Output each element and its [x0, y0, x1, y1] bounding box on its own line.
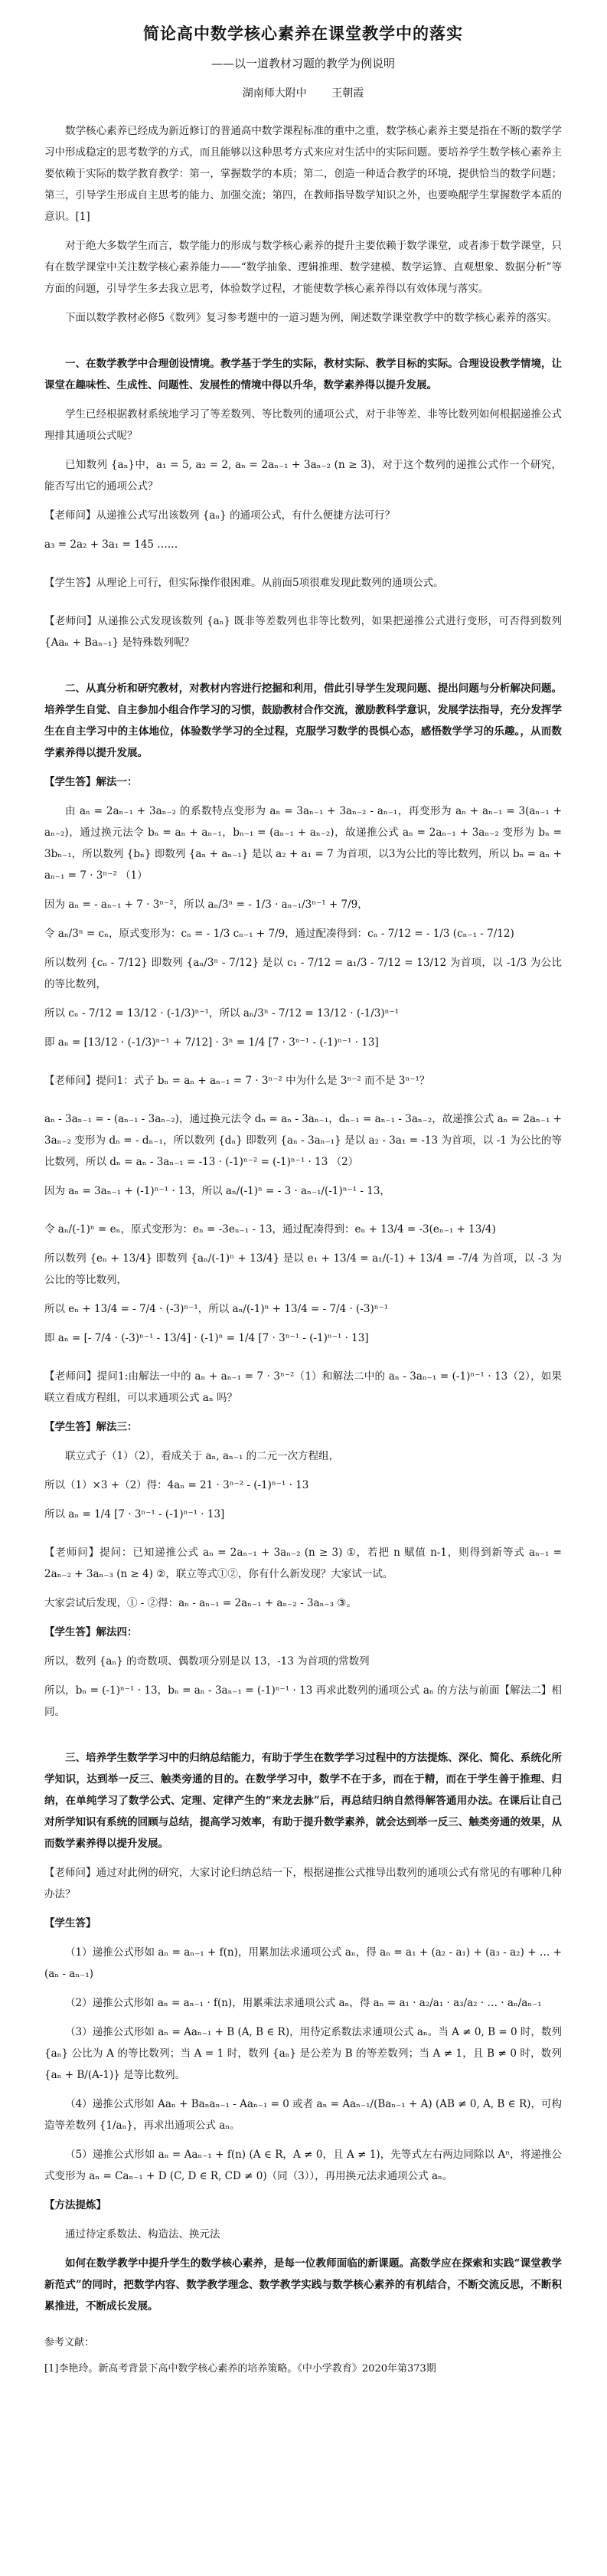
- author-line: [44, 85, 562, 100]
- paragraph-s2p4: 令 aₙ/3ⁿ = cₙ，原式变形为：cₙ = - 1/3 cₙ₋₁ + 7/9，通过配凑得到：cₙ - 7/12 = - 1/3 (cₙ₋₁ - 7/12): [44, 928, 514, 940]
- paper-content: [44, 21, 562, 2386]
- paragraph-s3p7: （5）递推公式形如 aₙ = Aaₙ₋₁ + f(n) (A ∈ R，A ≠ 0，且 A ≠ 1)，先等式左右两边同除以 Aⁿ，将递推公式变形为 aₙ = Caₙ₋₁ + D (C, D ∈ R, CD ≠ 0)（同（3）），再用换元法求通项公式 aₙ。: [44, 2149, 562, 2182]
- paragraph-s3p4: （2）递推公式形如 aₙ = aₙ₋₁ · f(n)，用累乘法求通项公式 aₙ，得 aₙ = a₁ · a₂/a₁ · a₃/a₂ · … · aₙ/aₙ₋₁: [65, 1997, 542, 2009]
- paragraph-s2p5: 所以数列 {cₙ - 7/12} 即数列 {aₙ/3ⁿ - 7/12} 是以 c₁ - 7/12 = a₁/3 - 7/12 = 13/12 为首项，以 -1/3 为公比的等比数列，: [44, 957, 562, 990]
- spacer: [44, 2325, 562, 2334]
- spacer: [44, 1209, 562, 1219]
- paragraph-s2p22: 【学生答】解法四：: [44, 1626, 138, 1638]
- paragraph-s2p11: 令 aₙ/(-1)ⁿ = eₙ，原式变形为：eₙ = -3eₙ₋₁ - 13，通过配凑得到：eₙ + 13/4 = -3(eₙ₋₁ + 13/4): [44, 1223, 496, 1236]
- spacer: [44, 1357, 562, 1366]
- paragraph-s2p12: 所以数列 {eₙ + 13/4} 即数列 {aₙ/(-1)ⁿ + 13/4} 是以 e₁ + 13/4 = a₁/(-1) + 13/4 = -7/4 为首项，以 -3 为公比的等比数列，: [44, 1252, 562, 1286]
- author-affiliation: 湖南师大附中: [242, 87, 307, 100]
- paragraph-s1p5: 【学生答】从理论上可行，但实际操作很困难。从前面5项很难发现此数列的通项公式。: [44, 577, 444, 589]
- spacer: [44, 563, 562, 572]
- spacer: [44, 601, 562, 610]
- paragraph-s3p2: 【学生答】: [44, 1917, 96, 1930]
- spacer: [44, 1730, 562, 1747]
- paragraph-s2p15: 【老师问】提问1:由解法一中的 aₙ + aₙ₋₁ = 7 · 3ⁿ⁻²（1）和解法二中的 aₙ - 3aₙ₋₁ = (-1)ⁿ⁻¹ · 13（2），如果联立看成方程组，可以求通项公式 aₙ 吗？: [44, 1370, 562, 1404]
- paragraph-intro3: 下面以数学教材必修5《数列》复习参考题中的一道习题为例，阐述数学课堂教学中的数学核心素养的落实。: [65, 312, 558, 324]
- paragraph-s3p3: （1）递推公式形如 aₙ = aₙ₋₁ + f(n)，用累加法求通项公式 aₙ，得 aₙ = a₁ + (a₂ - a₁) + (a₃ - a₂) + … + (aₙ - aₙ₋₁): [44, 1946, 562, 1980]
- paragraph-s2p10: 因为 aₙ = 3aₙ₋₁ + (-1)ⁿ⁻¹ · 13，所以 aₙ/(-1)ⁿ = - 3 · aₙ₋₁/(-1)ⁿ⁻¹ - 13，: [44, 1185, 390, 1197]
- paragraph-s2p1: 【学生答】解法一：: [44, 776, 138, 788]
- paragraph-s3p1: 【老师问】通过对此例的研究，大家讨论归纳总结一下，根据递推公式推导出数列的通项公式有常见的有哪种几种办法？: [44, 1867, 562, 1900]
- paragraph-s2p2: 由 aₙ = 2aₙ₋₁ + 3aₙ₋₂ 的系数特点变形为 aₙ = 3aₙ₋₁ + 3aₙ₋₂ - aₙ₋₁，再变形为 aₙ + aₙ₋₁ = 3(aₙ₋₁ + aₙ₋₂)，通过换元法令 bₙ = aₙ + aₙ₋₁，bₙ₋₁ = (aₙ₋₁ + aₙ₋₂)，故递推公式 aₙ = 2aₙ₋₁ + 3aₙ₋₂ 变形为 bₙ = 3bₙ₋₁，所以数列 {bₙ} 即数列 {aₙ + aₙ₋₁} 是以 a₂ + a₁ = 7 为首项，以3为公比的等比数列，所以 bₙ = aₙ + aₙ₋₁ = 7 · 3ⁿ⁻² （1）: [44, 805, 562, 882]
- spacer: [44, 336, 562, 353]
- paragraph-ref1: [1]李艳玲。新高考背景下高中数学核心素养的培养策略。《中小学教育》2020年第373期: [44, 2363, 436, 2375]
- paragraph-intro1: 数学核心素养已经成为新近修订的普通高中数学课程标准的重中之重，数学核心素养主要是指在不断的数学学习中形成稳定的思考数学的方式，而且能够以这种思考方式来应对生活中的实际问题。要培养学生数学核心素养主要依赖于实际的数学教育教学：第一，掌握数学的本质；第二，创造一种适合教学的环境，提供恰当的数学问题；第三，引导学生形成自主思考的能力、加强交流；第四，在教师指导数学知识之外，也要唤醒学生掌握数学本质的意识。[1]: [44, 125, 562, 223]
- paragraph-s2p17: 联立式子（1）（2），看成关于 aₙ, aₙ₋₁ 的二元一次方程组，: [65, 1450, 340, 1462]
- paragraph-s2p9: aₙ - 3aₙ₋₁ = - (aₙ₋₁ - 3aₙ₋₂)，通过换元法令 dₙ = aₙ - 3aₙ₋₁，dₙ₋₁ = aₙ₋₁ - 3aₙ₋₂，故递推公式 aₙ = 2aₙ₋₁ + 3aₙ₋₂ 变形为 dₙ = - dₙ₋₁，所以数列 {dₙ} 即数列 {aₙ - 3aₙ₋₁} 是以 a₂ - 3a₁ = -13 为首项，以 -1 为公比的等比数列，所以 dₙ = aₙ - 3aₙ₋₁ = -13 · (-1)ⁿ⁻² = (-1)ⁿ⁻¹ · 13 （2）: [44, 1113, 562, 1168]
- paragraph-s2p19: 所以 aₙ = 1/4 [7 · 3ⁿ⁻¹ - (-1)ⁿ⁻¹ · 13]: [44, 1508, 225, 1520]
- paragraph-s2p18: 所以（1）×3 +（2）得：4aₙ = 21 · 3ⁿ⁻² - (-1)ⁿ⁻¹ · 13: [44, 1479, 309, 1491]
- paragraph-intro2: 对于绝大多数学生而言，数学能力的形成与数学核心素养的提升主要依赖于数学课堂，或者渗于数学课堂，只有在数学课堂中关注数学核心素养能力——“数学抽象、逻辑推理、数学建模、数学运算、直观想象、数据分析”等方面的问题，引导学生多去我立思考，体验数学过程，才能使数学核心素养得以有效体现与落实。: [44, 240, 562, 295]
- paragraph-s1head: 一、在数学教学中合理创设情境。教学基于学生的实际，教材实际、教学目标的实际。合理设设教学情境，让课堂在趣味性、生成性、问题性、发展性的情境中得以升华，数学素养得以提升发展。: [44, 358, 562, 391]
- paragraph-s2p16: 【学生答】解法三：: [44, 1421, 138, 1433]
- paragraph-s3p8: 【方法提炼】: [44, 2199, 106, 2211]
- paragraph-s1p3: 【老师问】从递推公式写出该数列 {aₙ} 的通项公式，有什么便捷方法可行？: [44, 509, 396, 522]
- paragraph-refhead: 参考文献：: [44, 2337, 95, 2349]
- paragraph-s2head: 二、从真分析和研究教材，对教材内容进行挖掘和利用，借此引导学生发现问题、提出问题与分析解决问题。培养学生自觉、自主参加小组合作学习的习惯，鼓励教材合作交流，激励教科学意识，发展学法指导，充分发挥学生在自主学习中的主体地位，体验数学学习的全过程，克服学习数学的畏惧心态，感悟数学学习的乐趣。，从而数学素养得以提升发展。: [44, 682, 562, 759]
- paragraph-s2p24: 所以，bₙ = (-1)ⁿ⁻¹ · 13，bₙ = aₙ - 3aₙ₋₁ = (-1)ⁿ⁻¹ · 13 再求此数列的通项公式 aₙ 的方法与前面【解法二】相同。: [44, 1684, 562, 1718]
- paragraph-s2p20: 【老师问】提问：已知递推公式 aₙ = 2aₙ₋₁ + 3aₙ₋₂ (n ≥ 3) ①，若把 n 赋值 n-1，则得到新等式 aₙ₋₁ = 2aₙ₋₂ + 3aₙ₋₃ (n ≥ 4) ②，联立等式①②，你有什么新发现？大家试一试。: [44, 1547, 562, 1580]
- paragraph-s2p3: 因为 aₙ = - aₙ₋₁ + 7 · 3ⁿ⁻²，所以 aₙ/3ⁿ = - 1/3 · aₙ₋₁/3ⁿ⁻¹ + 7/9，: [44, 898, 368, 911]
- spacer: [44, 1099, 562, 1108]
- paragraph-s1p2: 已知数列 {aₙ}中，a₁ = 5, a₂ = 2, aₙ = 2aₙ₋₁ + 3aₙ₋₂ (n ≥ 3)，对于这个数列的递推公式作一个研究，能否写出它的通项公式？: [44, 459, 562, 493]
- paragraph-s2p14: 即 aₙ = [- 7/4 · (-3)ⁿ⁻¹ - 13/4] · (-1)ⁿ = 1/4 [7 · 3ⁿ⁻¹ - (-1)ⁿ⁻¹ · 13]: [44, 1332, 369, 1344]
- paper-body: [44, 120, 562, 2378]
- paper-subtitle: ——以一道教材习题的教学为例说明: [210, 57, 395, 70]
- paragraph-s3p5: （3）递推公式形如 aₙ = Aaₙ₋₁ + B (A, B ∈ R)，用待定系数法求通项公式 aₙ。当 A ≠ 0, B = 0 时，数列 {aₙ} 公比为 A 的等比数列；当 A = 1 时，数列 {aₙ} 是公差为 B 的等差数列；当 A ≠ 1，且 B ≠ 0 时，数列 {aₙ + B/(A-1)} 是等比数列。: [44, 2026, 562, 2081]
- paragraph-s3p6: （4）递推公式形如 Aaₙ + Baₙaₙ₋₁ - Aaₙ₋₁ = 0 或者 aₙ = Aaₙ₋₁/(Baₙ₋₁ + A) (AB ≠ 0, A, B ∈ R)，可构造等差数列 {1/aₙ}，再求出通项公式 aₙ。: [44, 2098, 562, 2132]
- paragraph-s3head: 三、培养学生数学学习中的归纳总结能力，有助于学生在数学学习过程中的方法提炼、深化、简化、系统化所学知识，达到举一反三、触类旁通的目的。在数学学习中，数学不在于多，而在于精，而在于学生善于推理、归纳，在单纯学习了数学公式、定理、定律产生的“来龙去脉”后，再总结归纳自然得解答通用办法。在课后让自己对所学知识有系统的回顾与总结，提高学习效率，有助于提升数学素养，就会达到举一反三、触类旁通的效果，从而数学素养得以提升发展。: [44, 1752, 562, 1850]
- spacer: [44, 1533, 562, 1542]
- paragraph-s2p8: 【老师问】提问1：式子 bₙ = aₙ + aₙ₋₁ = 7 · 3ⁿ⁻² 中为什么是 3ⁿ⁻² 而不是 3ⁿ⁻¹？: [44, 1075, 430, 1087]
- paragraph-s3p10: 如何在数学教学中提升学生的数学核心素养，是每一位教师面临的新课题。高数学应在探索和实践“课堂教学新范式”的同时，把数学内容、数学教学理念、数学教学实践与数学核心素养的有机结合，不断交流反思，不断积累推进，不断成长发展。: [44, 2257, 562, 2313]
- paragraph-s2p21: 大家尝试后发现，① - ②得：aₙ - aₙ₋₁ = 2aₙ₋₁ + aₙ₋₂ - 3aₙ₋₃ ③。: [44, 1597, 357, 1609]
- paper-title: 简论高中数学核心素养在课堂教学中的落实: [143, 24, 463, 43]
- paragraph-s1p4: a₃ = 2a₂ + 3a₁ = 145 ……: [44, 538, 178, 551]
- author-name: 王朝霞: [331, 87, 364, 100]
- paragraph-s1p6: 【老师问】从递推公式发现该数列 {aₙ} 既非等差数列也非等比数列，如果把递推公式进行变形，可否得到数列 {Aaₙ + Baₙ₋₁} 是特殊数列呢？: [44, 615, 562, 649]
- spacer: [44, 661, 562, 678]
- paragraph-s2p6: 所以 cₙ - 7/12 = 13/12 · (-1/3)ⁿ⁻¹，所以 aₙ/3ⁿ - 7/12 = 13/12 · (-1/3)ⁿ⁻¹: [44, 1007, 400, 1020]
- paragraph-s2p7: 即 aₙ = [13/12 · (-1/3)ⁿ⁻¹ + 7/12] · 3ⁿ = 1/4 [7 · 3ⁿ⁻¹ - (-1)ⁿ⁻¹ · 13]: [44, 1036, 379, 1049]
- spacer: [44, 1061, 562, 1070]
- paragraph-s2p23: 所以，数列 {aₙ} 的奇数项、偶数项分别是以 13，-13 为首项的常数列: [44, 1655, 370, 1668]
- paragraph-s3p9: 通过待定系数法、构造法、换元法: [65, 2228, 220, 2240]
- paragraph-s1p1: 学生已经根据教材系统地学习了等差数列、等比数列的通项公式，对于非等差、非等比数列如何根据递推公式理排其通项公式呢？: [44, 408, 562, 442]
- paragraph-s2p13: 所以 eₙ + 13/4 = - 7/4 · (-3)ⁿ⁻¹，所以 aₙ/(-1)ⁿ + 13/4 = - 7/4 · (-3)ⁿ⁻¹: [44, 1303, 389, 1315]
